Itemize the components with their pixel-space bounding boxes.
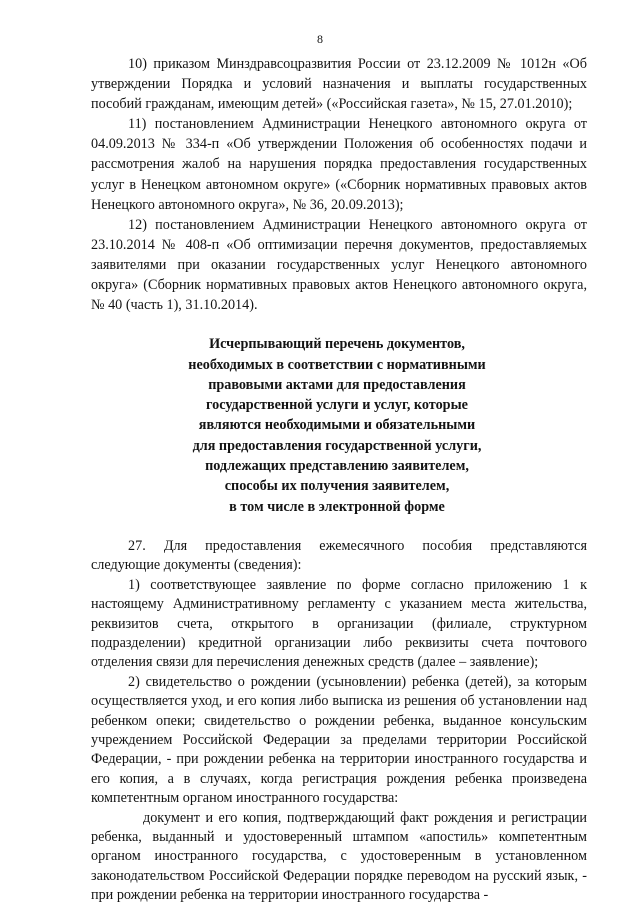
- section-heading-line: подлежащих представлению заявителем,: [205, 458, 469, 474]
- list-item-11: 11) постановлением Администрации Ненецкого автономного округа от 04.09.2013 № 334-п «Об утверждении Положения об особенностях подачи и рассмотрения жалоб на нарушения порядка предоставления государственных услуг в Ненецком автономном округе» («Сборник нормативных правовых актов Ненецкого автономного округа», № 36, 20.09.2013);: [91, 116, 587, 213]
- clause-27-item-2-document: документ и его копия, подтверждающий факт рождения и регистрации ребенка, выданный и удостоверенный штампом «апостиль» компетентным органом иностранного государства, с удостоверенным в установленном законодательством Российской Федерации порядке переводом на русский язык, - при рождении ребенка на территории иностранного государства -: [91, 809, 587, 904]
- section-heading-line: способы их получения заявителем,: [224, 478, 450, 495]
- section-heading-line: для предоставления государственной услуги,: [192, 437, 482, 454]
- section-heading-line: необходимых в соответствии с нормативными: [188, 356, 486, 373]
- clause-27-item-1: 1) соответствующее заявление по форме согласно приложению 1 к настоящему Административному регламенту с указанием места жительства, реквизитов счета, открытого в организации (филиале, структурном подразделении) кредитной организации либо реквизиты счета почтового отделения связи для перечисления денежных средств (далее – заявление);: [91, 576, 587, 671]
- section-heading-line: государственной услуги и услуг, которые: [206, 397, 468, 414]
- page-number: 8: [317, 32, 323, 46]
- clause-27-intro: 27. Для предоставления ежемесячного пособия представляются следующие документы (сведения):: [91, 537, 587, 574]
- section-heading-line: правовыми актами для предоставления: [208, 376, 466, 393]
- section-heading: [91, 334, 587, 517]
- section-heading-line: являются необходимыми и обязательными: [198, 417, 476, 434]
- clause-27-item-2: 2) свидетельство о рождении (усыновлении) ребенка (детей), за которым осуществляется уход, и его копия либо выписка из решения об установлении над ребенком опеки; свидетельство о рождении ребенка, выданное консульским учреждением Российской Федерации за пределами территории Российской Федерации, - при рождении ребенка на территории иностранного государства и его копия, а в случаях, когда регистрация рождения ребенка произведена компетентным органом иностранного государства:: [91, 673, 587, 807]
- section-heading-line: в том числе в электронной форме: [229, 498, 445, 515]
- section-heading-line: Исчерпывающий перечень документов,: [209, 336, 465, 353]
- list-item-12: 12) постановлением Администрации Ненецкого автономного округа от 23.10.2014 № 408-п «Об оптимизации перечня документов, предоставляемых заявителями при оказании государственных услуг Ненецкого автономного округа» (Сборник нормативных правовых актов Ненецкого автономного округа, № 40 (часть 1), 31.10.2014).: [91, 216, 587, 314]
- list-item-10: 10) приказом Минздравсоцразвития России от 23.12.2009 № 1012н «Об утверждении Порядка и условий назначения и выплаты государственных пособий гражданам, имеющим детей» («Российская газета», № 15, 27.01.2010);: [91, 56, 587, 113]
- document-body: [91, 54, 587, 906]
